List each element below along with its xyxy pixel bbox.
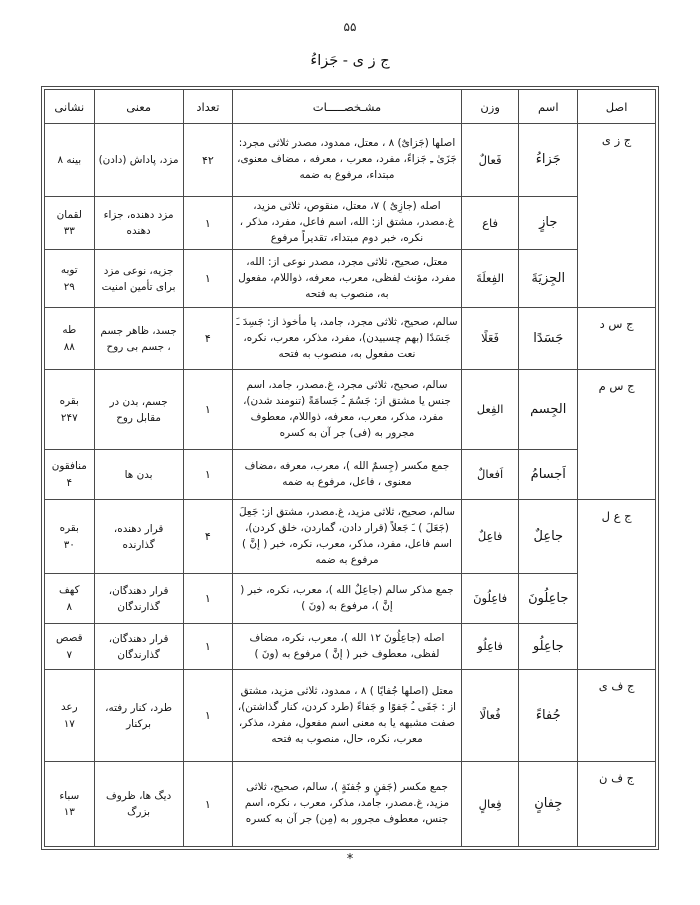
cell-count: ۱ — [183, 624, 233, 670]
cell-address — [45, 670, 95, 762]
cell-root: ج ف ن — [578, 762, 656, 847]
address-surah: بقره — [59, 522, 79, 535]
cell-pattern: فاعِلُونَ — [461, 574, 519, 624]
address-verse: ۱۳ — [63, 806, 75, 819]
cell-specifications: سالم، صحیح، ثلاثی مزید، غ.مصدر، مشتق از: جَعِلَ (جَعَلَ ) ـَ جَعلاً (قرار دادن، گماردن، خلق کردن)، اسم فاعل، مفرد، مذکر، معرب، نکره، خبر ( إنَّ ) مرفوع به ضمه — [233, 500, 462, 574]
cell-pattern: فاعِلٌ — [461, 500, 519, 574]
cell-count: ۱ — [183, 670, 233, 762]
cell-specifications: اصله (جازِیٌ ) ۷، معتل، منقوص، ثلاثی مزید، غ.مصدر، مشتق از: الله، اسم فاعل، مفرد، مذکر ، نکره، خبر دوم مبتداء، تقدیراً مرفوع — [233, 197, 462, 250]
word-analysis-table — [44, 89, 656, 847]
address-verse: ۳۳ — [63, 225, 75, 238]
cell-word-name: جاعِلُو — [519, 624, 578, 670]
cell-address — [45, 250, 95, 308]
header-meaning: معنی — [94, 90, 183, 124]
cell-word-name: جُفاءً — [519, 670, 578, 762]
address-surah: بقره — [59, 395, 79, 408]
page-number: ۵۵ — [343, 20, 357, 34]
cell-word-name: جِفانٍ — [519, 762, 578, 847]
address-surah: منافقون — [51, 460, 87, 473]
address-verse: ۸۸ — [63, 340, 75, 353]
table-row — [45, 370, 656, 450]
address-verse: ۲۹ — [63, 280, 75, 293]
cell-root: ج ف ی — [578, 670, 656, 762]
cell-specifications: سالم، صحیح، ثلاثی مجرد، جامد، یا مأخوذ از: جَسِدَ ـَ جَسَدًا (بهم چسبیدن)، مفرد، مذکر، معرب، نکره، نعت مفعول به، منصوب به فتحه — [233, 308, 462, 370]
cell-address — [45, 500, 95, 574]
cell-address — [45, 762, 95, 847]
table-row — [45, 762, 656, 847]
cell-meaning: دیگ ها، ظروف بزرگ — [94, 762, 183, 847]
address-surah: کهف — [59, 584, 80, 597]
cell-meaning: بدن ها — [94, 450, 183, 500]
cell-pattern: فاع — [461, 197, 519, 250]
table-row — [45, 450, 656, 500]
cell-count: ۱ — [183, 250, 233, 308]
cell-specifications: معتل (اصلها جُفایًا ) ۸ ، ممدود، ثلاثی مزید، مشتق از : جَفَی ـُ جَفوًا و جَفاءً (طرد کردن، کنار گذاشتن)، صفت مشبهه یا به معنی اسم مفعول، مفرد، مذکر، معرب، نکره، حال، منصوب به فتحه — [233, 670, 462, 762]
cell-meaning: قرار دهندگان، گذارندگان — [94, 574, 183, 624]
footnote-separator-mark: * — [346, 852, 354, 868]
header-root: اصل — [578, 90, 656, 124]
cell-specifications: اصله (جاعِلُونَ ۱۲ الله )، معرب، نکره، مضاف لفظی، معطوف خبر ( إنَّ ) مرفوع به (ونَ ) — [233, 624, 462, 670]
cell-specifications: جمع مکسر (جِسمٌ الله )، معرب، معرفه ،مضاف معنوی ، فاعل، مرفوع به ضمه — [233, 450, 462, 500]
table-row — [45, 197, 656, 250]
address-verse: ۳۰ — [63, 538, 75, 551]
table-row — [45, 250, 656, 308]
cell-pattern: الفِعل — [461, 370, 519, 450]
cell-address — [45, 308, 95, 370]
address-surah: قصص — [55, 632, 83, 645]
cell-address — [45, 574, 95, 624]
cell-pattern: الفِعلَةَ — [461, 250, 519, 308]
cell-count: ۴ — [183, 500, 233, 574]
cell-pattern: فَعَلًا — [461, 308, 519, 370]
table-row — [45, 574, 656, 624]
cell-word-name: جَسَدًا — [519, 308, 578, 370]
cell-pattern: فاعِلُو — [461, 624, 519, 670]
cell-pattern: فِعالٍ — [461, 762, 519, 847]
cell-word-name: الجِسم — [519, 370, 578, 450]
cell-specifications: جمع مذکر سالم (جاعِلٌ الله )، معرب، نکره، خبر ( إنَّ )، مرفوع به (ونَ ) — [233, 574, 462, 624]
cell-root: ج س د — [578, 308, 656, 370]
page-title: ج ز ی - جَزاءُ — [310, 53, 390, 69]
cell-count: ۱ — [183, 450, 233, 500]
table-row — [45, 624, 656, 670]
address-surah: لقمان — [56, 208, 82, 221]
cell-meaning: طرد، کنار رفته، برکنار — [94, 670, 183, 762]
cell-specifications: معتل، صحیح، ثلاثی مجرد، مصدر نوعی از: الله، مفرد، مؤنث لفظی، معرب، معرفه، ذواللام، مفعول به، منصوب به فتحه — [233, 250, 462, 308]
cell-count: ۱ — [183, 197, 233, 250]
cell-address — [45, 124, 95, 197]
table-row — [45, 670, 656, 762]
cell-count: ۱ — [183, 370, 233, 450]
cell-address — [45, 450, 95, 500]
header-name: اسم — [519, 90, 578, 124]
cell-address — [45, 370, 95, 450]
cell-meaning: قرار دهندگان، گذارندگان — [94, 624, 183, 670]
cell-meaning: جسد، ظاهر جسم ، جسم بی روح — [94, 308, 183, 370]
header-specs: مشـخصـــــات — [233, 90, 462, 124]
address-verse: ۴ — [66, 476, 73, 489]
cell-address — [45, 624, 95, 670]
cell-word-name: جازٍ — [519, 197, 578, 250]
address-surah: رعد — [60, 701, 78, 714]
cell-pattern: فَعالٌ — [461, 124, 519, 197]
cell-word-name: جاعِلٌ — [519, 500, 578, 574]
cell-pattern: فُعالًا — [461, 670, 519, 762]
cell-root: ج ع ل — [578, 500, 656, 670]
header-address: نشانی — [45, 90, 95, 124]
cell-word-name: اَجسامُ — [519, 450, 578, 500]
cell-specifications: اصلها (جَزایٌ) ۸ ، معتل، ممدود، مصدر ثلاثی مجرد: جَزَیٰ ـِ جَزاءً، مفرد، معرب ، معرفه ، مضاف معنوی، مبتداء، مرفوع به ضمه — [233, 124, 462, 197]
cell-meaning: قرار دهنده، گذارنده — [94, 500, 183, 574]
header-row — [45, 90, 656, 124]
cell-count: ۱ — [183, 574, 233, 624]
table-row — [45, 124, 656, 197]
table-row — [45, 308, 656, 370]
cell-specifications: جمع مکسر (جَفنٍ و جُفنَةٍ )، سالم، صحیح، ثلاثی مزید، غ.مصدر، جامد، مذکر، معرب ، نکره، اسم جنس، معطوف مجرور به (مِن) جر آن به کسره — [233, 762, 462, 847]
address-surah: طه — [62, 324, 77, 337]
cell-count: ۴۲ — [183, 124, 233, 197]
cell-specifications: سالم، صحیح، ثلاثی مجرد، غ.مصدر، جامد، اسم جنس یا مشتق از: جَسُمَ ـُ جَسامَةً (تنومند شدن)، مفرد، مذکر، معرب، معرفه، ذواللام، معطوف مجرور به (فی) جر آن به کسره — [233, 370, 462, 450]
header-pattern: وزن — [461, 90, 519, 124]
address-verse: ۷ — [66, 648, 73, 661]
address-verse: ۲۴۷ — [60, 411, 78, 424]
cell-address — [45, 197, 95, 250]
cell-meaning: جسم، بدن در مقابل روح — [94, 370, 183, 450]
address-verse: ۸ — [66, 600, 73, 613]
cell-meaning: مزد، پاداش (دادن) — [94, 124, 183, 197]
cell-pattern: اَفعالٌ — [461, 450, 519, 500]
cell-meaning: مزد دهنده، جزاء دهنده — [94, 197, 183, 250]
address-ref: بینه ۸ — [57, 153, 82, 166]
cell-root: ج س م — [578, 370, 656, 500]
cell-root: ج ز ی — [578, 124, 656, 308]
cell-word-name: جَزاءُ — [519, 124, 578, 197]
cell-count: ۱ — [183, 762, 233, 847]
header-count: تعداد — [183, 90, 233, 124]
cell-meaning: جزیه، نوعی مزد برای تأمین امنیت — [94, 250, 183, 308]
cell-word-name: جاعِلُونَ — [519, 574, 578, 624]
address-surah: سباء — [59, 789, 80, 802]
address-verse: ۱۷ — [63, 717, 75, 730]
cell-word-name: الجِزیَةَ — [519, 250, 578, 308]
cell-count: ۴ — [183, 308, 233, 370]
address-surah: توبه — [60, 264, 78, 277]
table-row — [45, 500, 656, 574]
